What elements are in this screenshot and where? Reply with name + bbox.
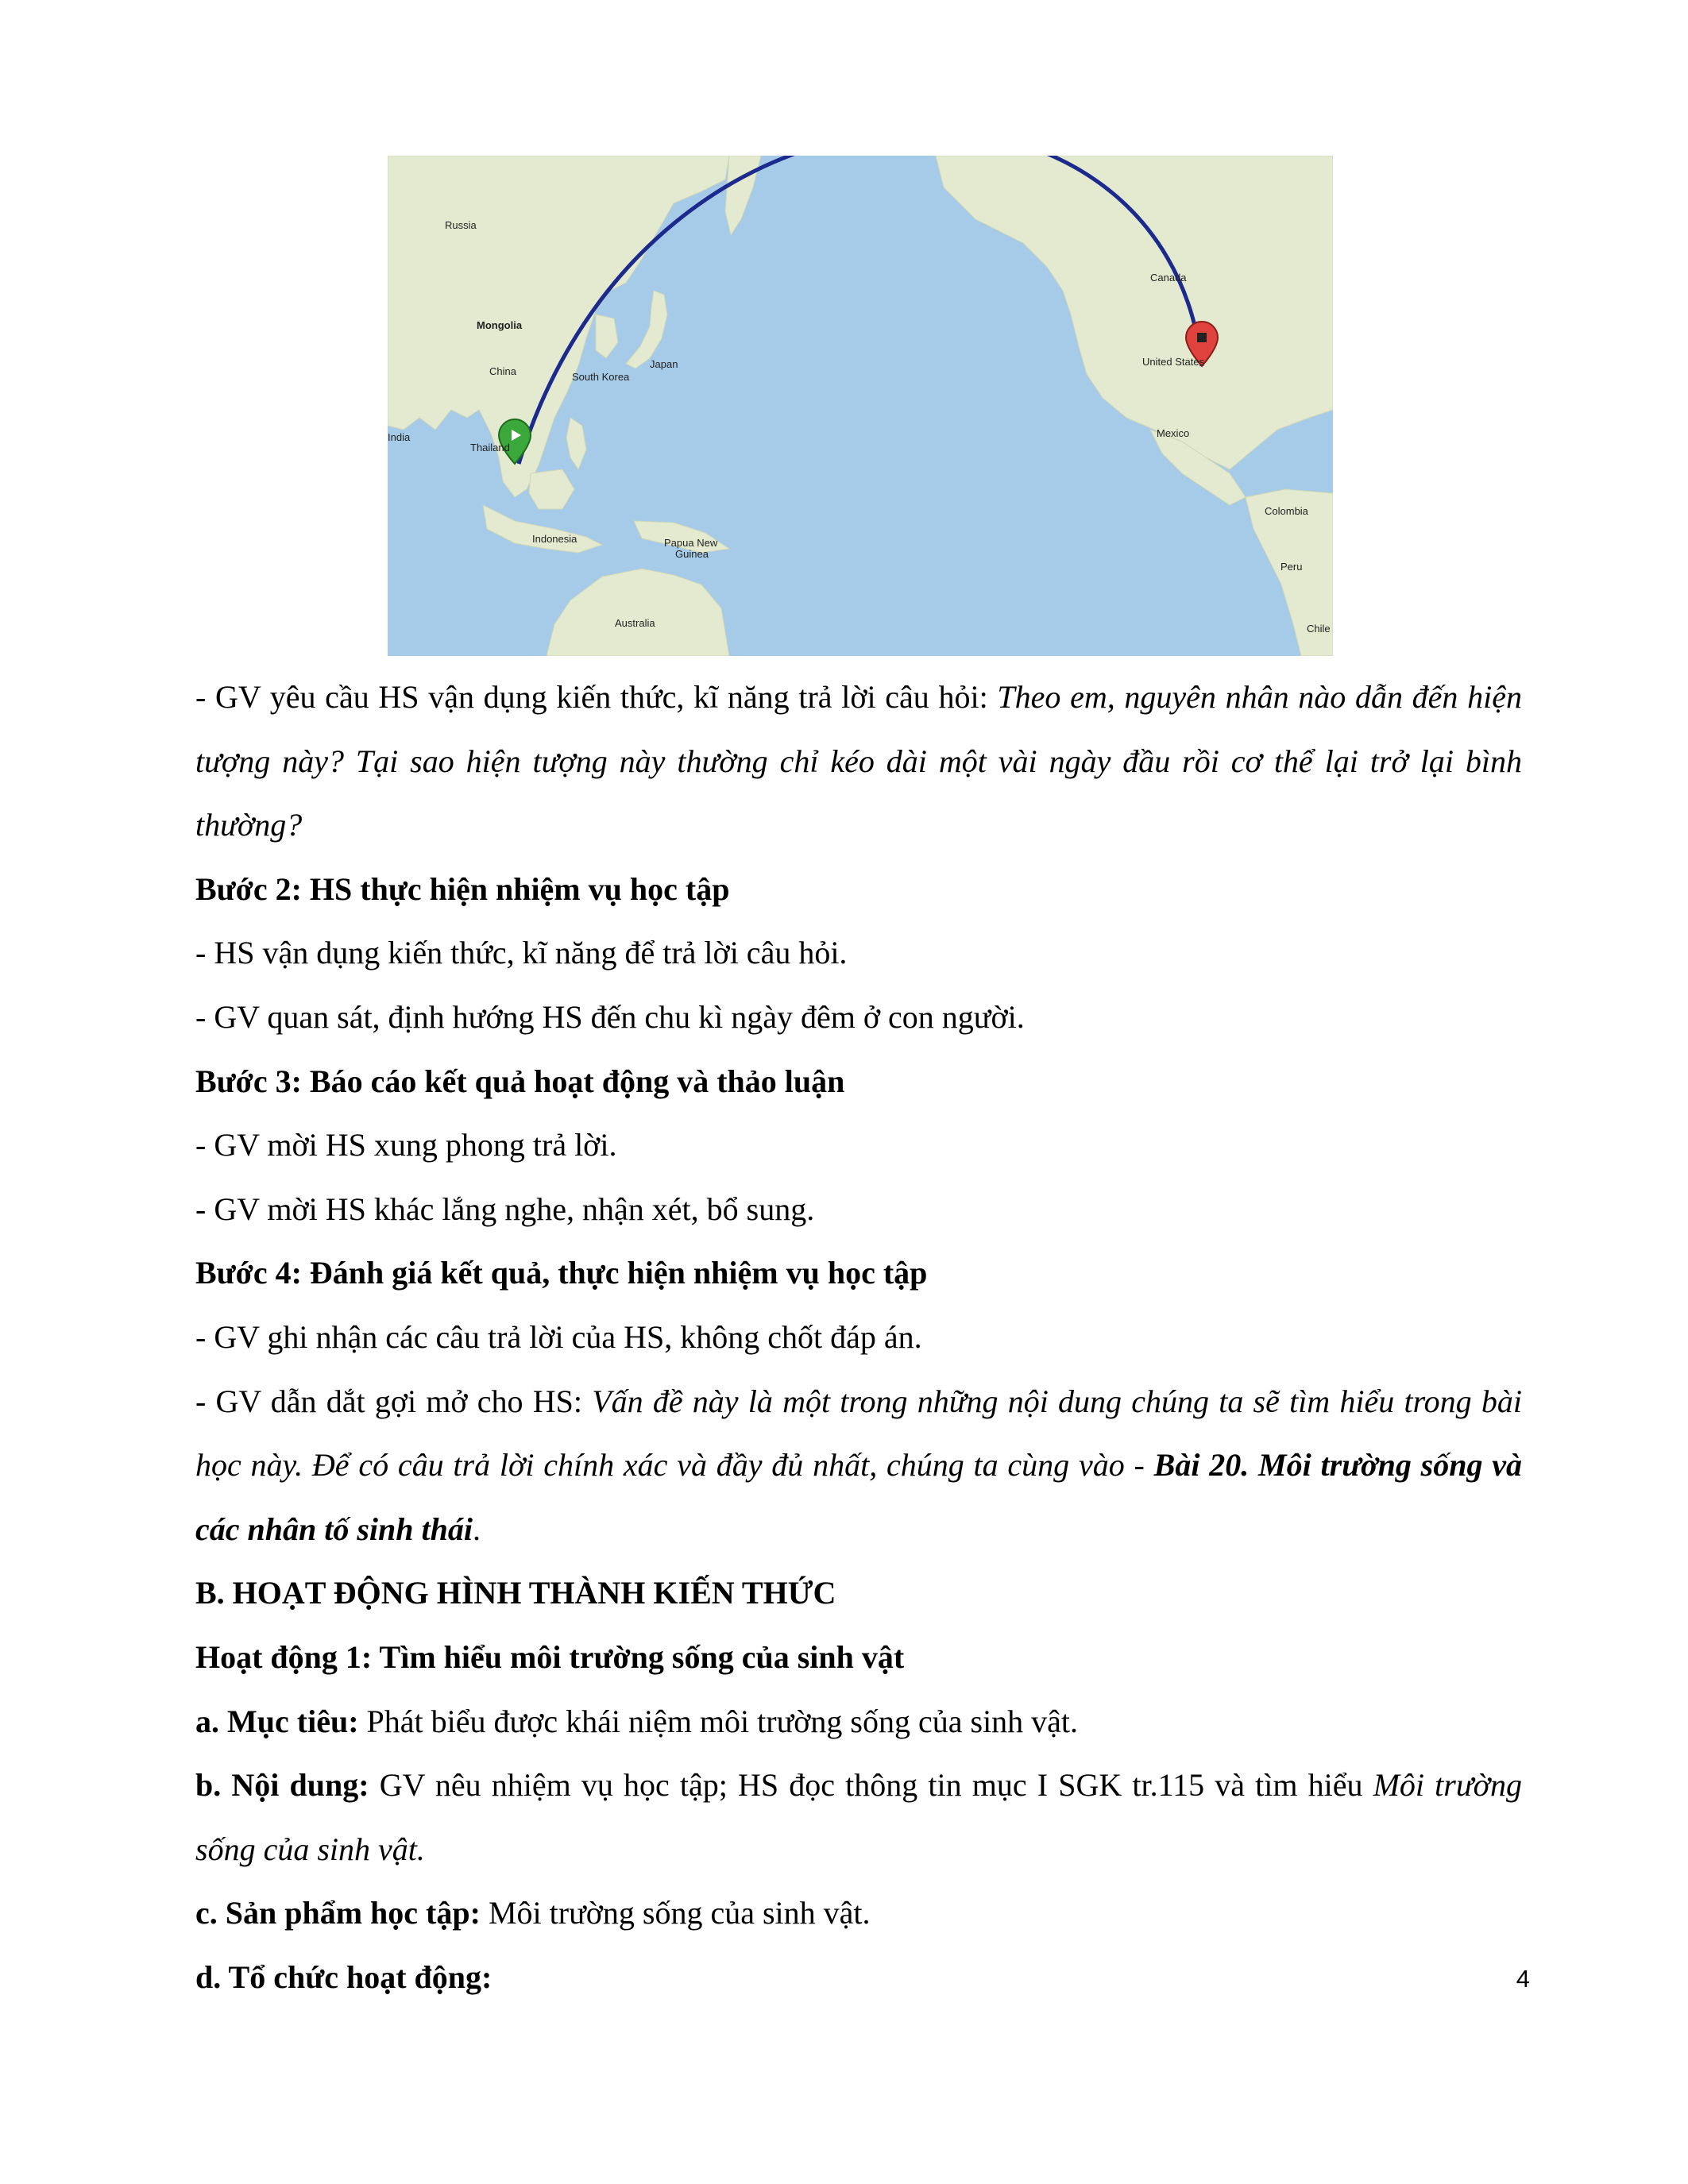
text-content: GV nêu nhiệm vụ học tập; HS đọc thông tin mục I SGK tr.115 và tìm hiểu bbox=[369, 1767, 1373, 1804]
paragraph-step2-2: - GV quan sát, định hướng HS đến chu kì ngày đêm ở con người. bbox=[195, 998, 1025, 1035]
page-number: 4 bbox=[1516, 1965, 1530, 1993]
paragraph-product bbox=[195, 1881, 1522, 1946]
paragraph-step3-2: - GV mời HS khác lắng nghe, nhận xét, bổ sung. bbox=[195, 1190, 815, 1227]
label-russia: Russia bbox=[445, 219, 477, 231]
paragraph-step4-2 bbox=[195, 1370, 1522, 1562]
paragraph-step3-1: - GV mời HS xung phong trả lời. bbox=[195, 1127, 617, 1163]
heading-organization: d. Tổ chức hoạt động: bbox=[195, 1958, 492, 1995]
label-india: India bbox=[388, 431, 411, 443]
label-canada: Canada bbox=[1150, 272, 1187, 284]
heading-activity-1: Hoạt động 1: Tìm hiểu môi trường sống của sinh vật bbox=[195, 1638, 905, 1675]
label-guinea: Guinea bbox=[675, 548, 709, 560]
label-colombia: Colombia bbox=[1265, 505, 1308, 517]
flight-route-map bbox=[388, 156, 1333, 656]
label-peru: Peru bbox=[1280, 561, 1303, 573]
label-objective: a. Mục tiêu: bbox=[195, 1703, 359, 1739]
label-australia: Australia bbox=[615, 617, 655, 629]
label-product: c. Sản phẩm học tập: bbox=[195, 1895, 481, 1931]
paragraph-step2-1: - HS vận dụng kiến thức, kĩ năng để trả lời câu hỏi. bbox=[195, 935, 848, 971]
label-south-korea: South Korea bbox=[572, 371, 630, 383]
label-mongolia: Mongolia bbox=[477, 319, 523, 331]
label-papua: Papua New bbox=[664, 537, 718, 549]
map-graphic bbox=[388, 156, 1333, 656]
label-mexico: Mexico bbox=[1157, 427, 1190, 439]
text-objective: Phát biểu được khái niệm môi trường sống của sinh vật. bbox=[358, 1703, 1079, 1739]
text-period: . bbox=[473, 1511, 481, 1547]
text-gv-guide: - GV dẫn dắt gợi mở cho HS: bbox=[195, 1383, 593, 1419]
text-guide-italic: Vấn đề này là một trong những nội dung chúng ta sẽ tìm hiểu trong bài học này. Để có câu trả lời chính xác và đầy đủ nhất, chúng ta cùng vào - bbox=[195, 1383, 1522, 1484]
heading-section-b: B. HOẠT ĐỘNG HÌNH THÀNH KIẾN THỨC bbox=[195, 1575, 836, 1611]
heading-step-4: Bước 4: Đánh giá kết quả, thực hiện nhiệm vụ học tập bbox=[195, 1255, 928, 1291]
label-china: China bbox=[489, 365, 516, 377]
paragraph-objective bbox=[195, 1690, 1522, 1754]
label-united-states: United States bbox=[1142, 356, 1205, 368]
label-japan: Japan bbox=[650, 358, 678, 370]
label-chile: Chile bbox=[1307, 623, 1331, 635]
paragraph-content bbox=[195, 1754, 1522, 1881]
paragraph-question bbox=[195, 666, 1522, 858]
label-content: b. Nội dung: bbox=[195, 1767, 369, 1804]
text-content-italic: Môi trường sống của sinh vật. bbox=[195, 1767, 1523, 1867]
text-gv-request: - GV yêu cầu HS vận dụng kiến thức, kĩ năng trả lời câu hỏi: bbox=[195, 679, 998, 715]
text-question-italic: Theo em, nguyên nhân nào dẫn đến hiện tượng này? Tại sao hiện tượng này thường chỉ kéo dài một vài ngày đầu rồi cơ thể lại trở lại bình thường? bbox=[195, 679, 1522, 843]
text-product: Môi trường sống của sinh vật. bbox=[480, 1895, 871, 1931]
heading-step-3: Bước 3: Báo cáo kết quả hoạt động và thảo luận bbox=[195, 1063, 845, 1099]
label-indonesia: Indonesia bbox=[532, 533, 577, 545]
heading-step-2: Bước 2: HS thực hiện nhiệm vụ học tập bbox=[195, 870, 730, 907]
text-lesson-title: Bài 20. Môi trường sống và các nhân tố sinh thái bbox=[195, 1447, 1522, 1547]
document-body bbox=[195, 666, 1522, 2009]
label-thailand: Thailand bbox=[470, 442, 510, 453]
paragraph-step4-1: - GV ghi nhận các câu trả lời của HS, không chốt đáp án. bbox=[195, 1318, 922, 1355]
